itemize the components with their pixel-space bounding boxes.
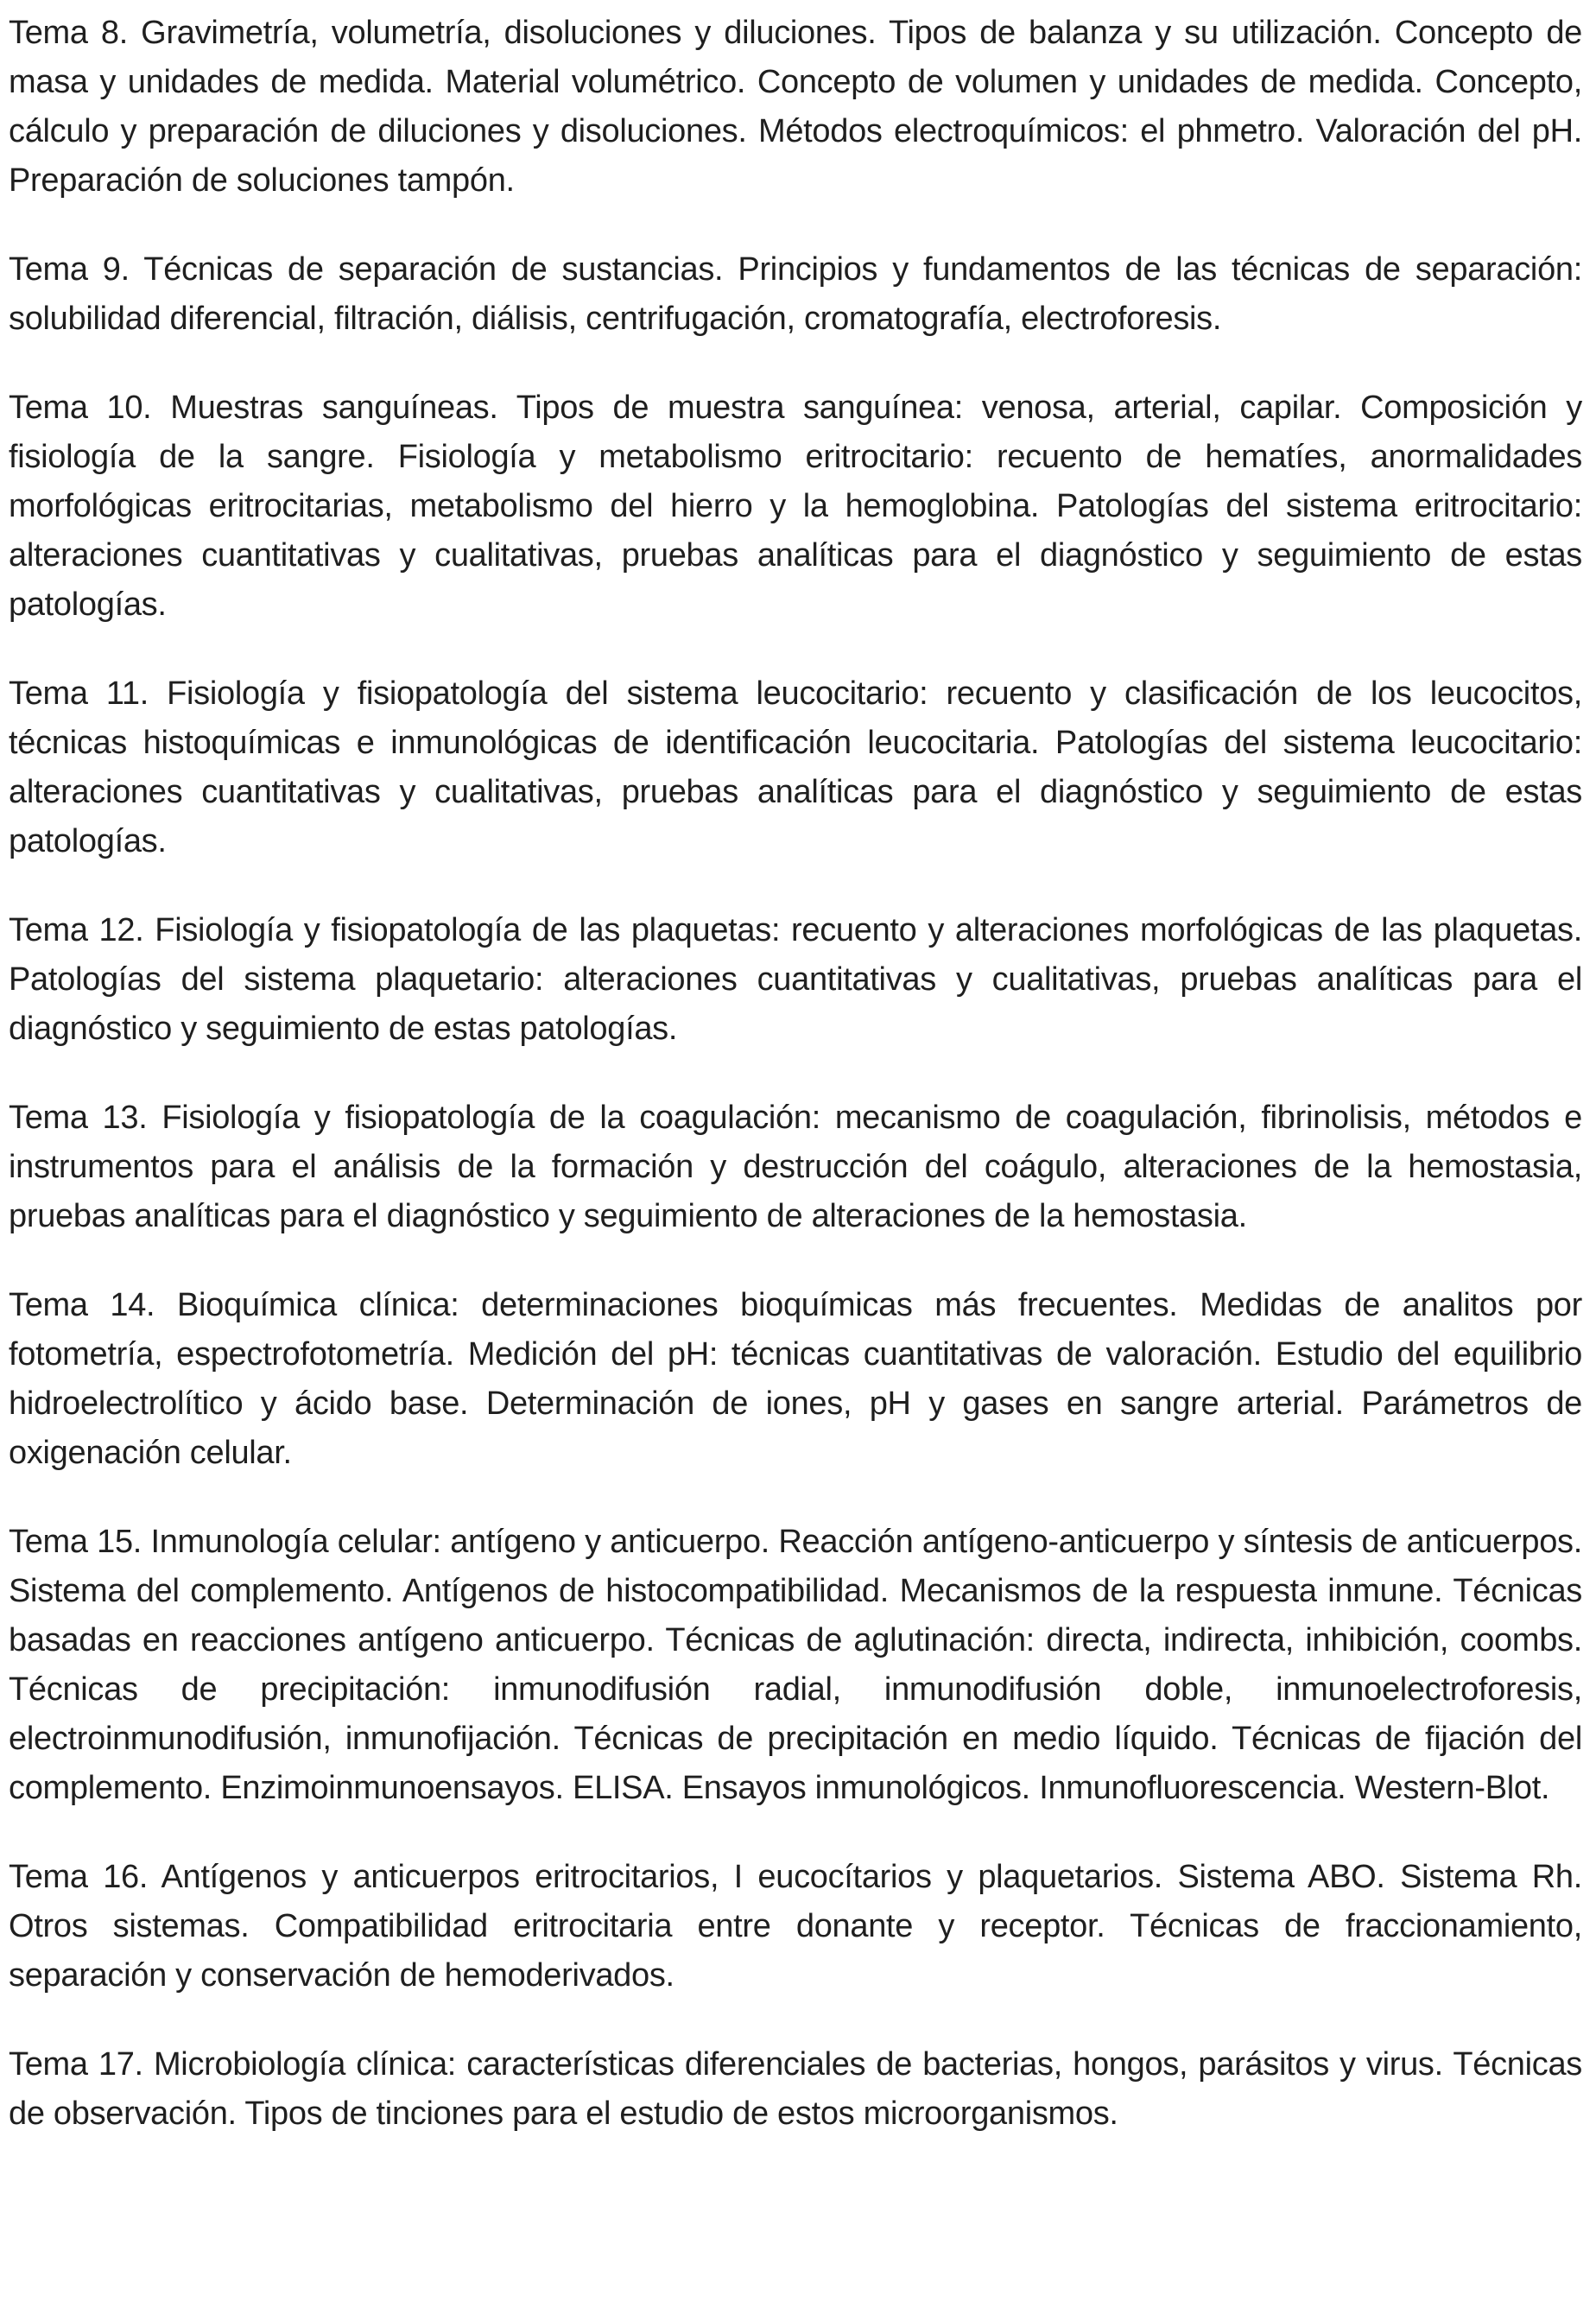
- paragraph-tema-14: Tema 14. Bioquímica clínica: determinaciones bioquímicas más frecuentes. Medidas de analitos por fotometría, espectrofotometría. Medición del pH: técnicas cuantitativas de valoración. Estudio del equilibrio hidroelectrolítico y ácido base. Determinación de iones, pH y gases en sangre arterial. Parámetros de oxigenación celular.: [9, 1287, 1582, 1471]
- paragraph-tema-16: Tema 16. Antígenos y anticuerpos eritrocitarios, I eucocítarios y plaquetarios. Sistema ABO. Sistema Rh. Otros sistemas. Compatibilidad eritrocitaria entre donante y receptor. Técnicas de fraccionamiento, separación y conservación de hemoderivados.: [9, 1859, 1582, 1994]
- paragraph-tema-12: Tema 12. Fisiología y fisiopatología de las plaquetas: recuento y alteraciones morfológicas de las plaquetas. Patologías del sistema plaquetario: alteraciones cuantitativas y cualitativas, pruebas analíticas para el diagnóstico y seguimiento de estas patologías.: [9, 912, 1582, 1047]
- paragraph-tema-13: Tema 13. Fisiología y fisiopatología de la coagulación: mecanismo de coagulación, fibrinolisis, métodos e instrumentos para el análisis de la formación y destrucción del coágulo, alteraciones de la hemostasia, pruebas analíticas para el diagnóstico y seguimiento de alteraciones de la hemostasia.: [9, 1100, 1582, 1234]
- paragraph-tema-8: Tema 8. Gravimetría, volumetría, disoluciones y diluciones. Tipos de balanza y su utilización. Concepto de masa y unidades de medida. Material volumétrico. Concepto de volumen y unidades de medida. Concepto, cálculo y preparación de diluciones y disoluciones. Métodos electroquímicos: el phmetro. Valoración del pH. Preparación de soluciones tampón.: [9, 15, 1582, 199]
- paragraph-tema-10: Tema 10. Muestras sanguíneas. Tipos de muestra sanguínea: venosa, arterial, capilar. Composición y fisiología de la sangre. Fisiología y metabolismo eritrocitario: recuento de hematíes, anormalidades morfológicas eritrocitarias, metabolismo del hierro y la hemoglobina. Patologías del sistema eritrocitario: alteraciones cuantitativas y cualitativas, pruebas analíticas para el diagnóstico y seguimiento de estas patologías.: [9, 390, 1582, 623]
- paragraph-tema-9: Tema 9. Técnicas de separación de sustancias. Principios y fundamentos de las técnicas de separación: solubilidad diferencial, filtración, diálisis, centrifugación, cromatografía, electroforesis.: [9, 251, 1582, 337]
- paragraph-tema-17: Tema 17. Microbiología clínica: características diferenciales de bacterias, hongos, parásitos y virus. Técnicas de observación. Tipos de tinciones para el estudio de estos microorganismos.: [9, 2046, 1582, 2132]
- paragraph-tema-11: Tema 11. Fisiología y fisiopatología del sistema leucocitario: recuento y clasificación de los leucocitos, técnicas histoquímicas e inmunológicas de identificación leucocitaria. Patologías del sistema leucocitario: alteraciones cuantitativas y cualitativas, pruebas analíticas para el diagnóstico y seguimiento de estas patologías.: [9, 675, 1582, 859]
- paragraph-tema-15: Tema 15. Inmunología celular: antígeno y anticuerpo. Reacción antígeno-anticuerpo y síntesis de anticuerpos. Sistema del complemento. Antígenos de histocompatibilidad. Mecanismos de la respuesta inmune. Técnicas basadas en reacciones antígeno anticuerpo. Técnicas de aglutinación: directa, indirecta, inhibición, coombs. Técnicas de precipitación: inmunodifusión radial, inmunodifusión doble, inmunoelectroforesis, electroinmunodifusión, inmunofijación. Técnicas de precipitación en medio líquido. Técnicas de fijación del complemento. Enzimoinmunoensayos. ELISA. Ensayos inmunológicos. Inmunofluorescencia. Western-Blot.: [9, 1524, 1582, 1806]
